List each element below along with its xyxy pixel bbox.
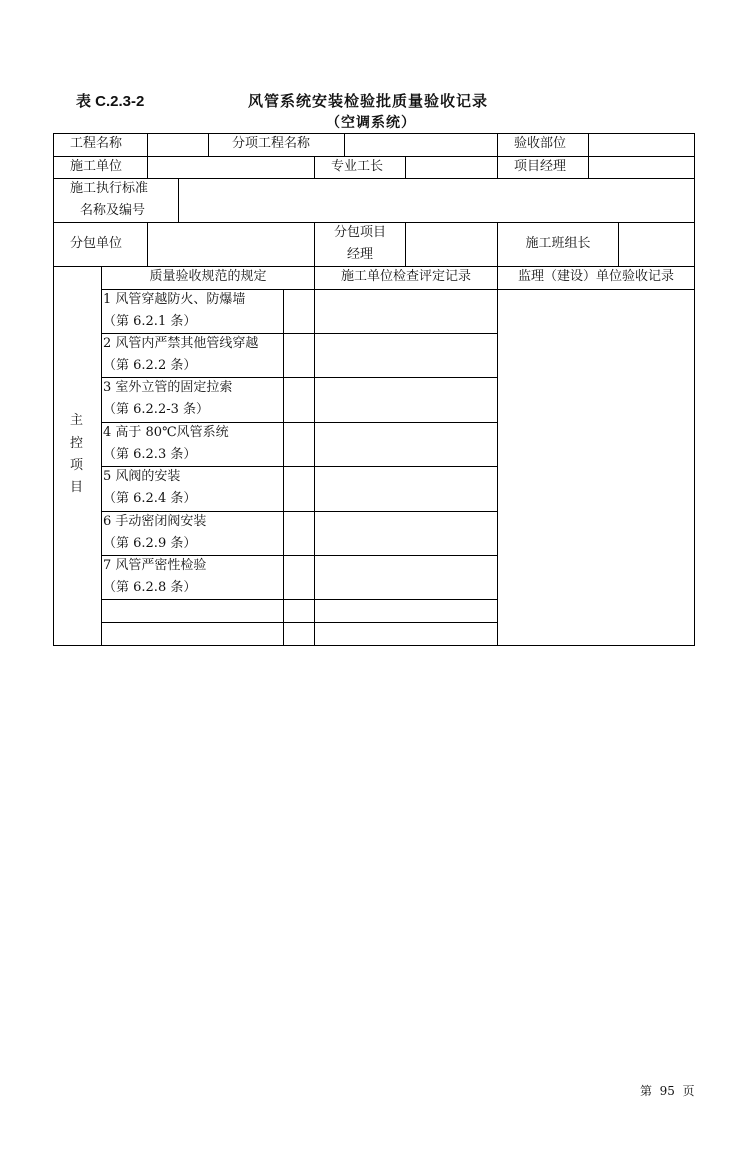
grid-line (101, 266, 102, 645)
item-clause: （第 6.2.1 条） (103, 314, 197, 329)
supervision-check-column-header: 监理（建设）单位验收记录 (517, 269, 674, 284)
spec-column-header: 质量验收规范的规定 (149, 269, 267, 284)
grid-line (314, 266, 315, 645)
grid-line (53, 222, 695, 223)
grid-line (497, 266, 498, 645)
grid-line (53, 156, 695, 157)
table-number: 表 C.2.3-2 (76, 93, 145, 110)
grid-line (147, 156, 148, 178)
grid-line (405, 156, 406, 178)
grid-line (497, 133, 498, 156)
grid-line (344, 133, 345, 156)
grid-line (101, 555, 497, 556)
item-clause: （第 6.2.2-3 条） (103, 402, 210, 417)
section-label-char: 控 (70, 436, 84, 451)
grid-line (101, 466, 497, 467)
construction-check-column-header: 施工单位检查评定记录 (340, 269, 471, 284)
professional-foreman-label: 专业工长 (331, 159, 384, 174)
item-clause: （第 6.2.8 条） (103, 580, 197, 595)
item-title: 2 风管内严禁其他管线穿越 (103, 336, 259, 351)
subcontractor-label: 分包单位 (70, 236, 123, 251)
section-label-char: 主 (70, 413, 84, 428)
grid-line (101, 377, 497, 378)
sub-project-name-label: 分项工程名称 (232, 136, 311, 151)
item-clause: （第 6.2.3 条） (103, 447, 197, 462)
grid-line (53, 266, 695, 267)
item-clause: （第 6.2.2 条） (103, 358, 197, 373)
grid-line (53, 133, 54, 646)
grid-line (101, 422, 497, 423)
page-title: 风管系统安装检验批质量验收记录 (248, 92, 489, 110)
section-label-char: 项 (70, 458, 84, 473)
section-label-char: 目 (70, 480, 84, 495)
item-title: 5 风阀的安装 (103, 469, 181, 484)
acceptance-part-label: 验收部位 (514, 136, 567, 151)
grid-line (314, 156, 315, 178)
item-title: 7 风管严密性检验 (103, 558, 207, 573)
team-leader-label: 施工班组长 (525, 236, 591, 251)
standard-label-line1: 施工执行标准 (70, 181, 149, 196)
grid-line (497, 156, 498, 178)
construction-unit-label: 施工单位 (70, 159, 123, 174)
grid-line (588, 133, 589, 156)
grid-line (53, 645, 695, 646)
item-clause: （第 6.2.9 条） (103, 536, 197, 551)
grid-line (208, 133, 209, 156)
grid-line (101, 511, 497, 512)
grid-line (101, 599, 497, 600)
item-title: 1 风管穿越防火、防爆墙 (103, 292, 246, 307)
item-title: 4 高于 80℃风管系统 (103, 425, 229, 440)
grid-line (405, 222, 406, 266)
grid-line (618, 222, 619, 266)
item-clause: （第 6.2.4 条） (103, 491, 197, 506)
grid-line (283, 289, 284, 645)
item-title: 6 手动密闭阀安装 (103, 514, 207, 529)
grid-line (147, 133, 148, 156)
standard-label-line2: 名称及编号 (80, 203, 146, 218)
item-title: 3 室外立管的固定拉索 (103, 380, 233, 395)
grid-line (101, 333, 497, 334)
project-manager-label: 项目经理 (514, 159, 567, 174)
grid-line (101, 622, 497, 623)
grid-line (53, 133, 695, 134)
grid-line (694, 133, 695, 646)
page-subtitle: （空调系统） (326, 115, 416, 131)
grid-line (53, 178, 695, 179)
grid-line (588, 156, 589, 178)
grid-line (147, 222, 148, 266)
grid-line (178, 178, 179, 222)
grid-line (101, 289, 695, 290)
sub-pm-label-line1: 分包项目 (333, 225, 386, 240)
page-number: 第 95 页 (640, 1084, 695, 1098)
sub-pm-label-line2: 经理 (346, 247, 373, 262)
project-name-label: 工程名称 (70, 136, 123, 151)
